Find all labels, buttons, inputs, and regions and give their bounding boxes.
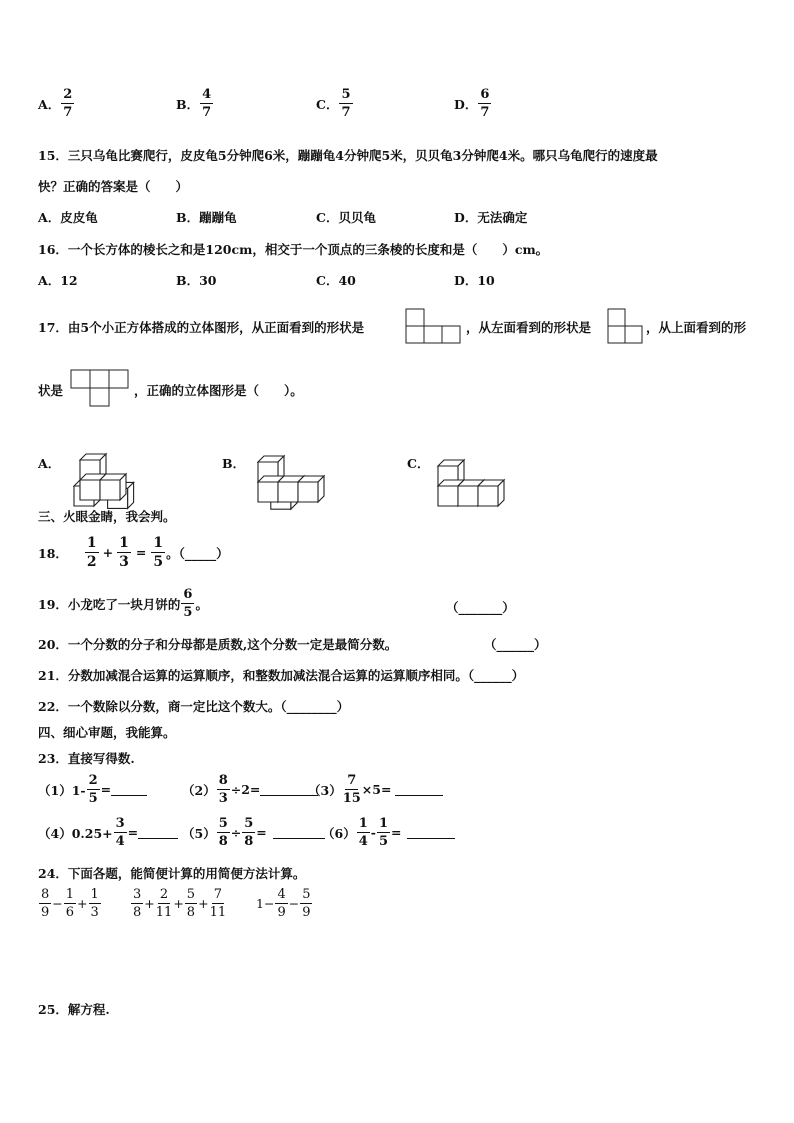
q22-text: 22．一个数除以分数，商一定比这个数大。（________） [38, 699, 350, 714]
q15-option-d: D．无法确定 [454, 210, 528, 225]
q21-text: 21．分数加减混合运算的运算顺序，和整数加减法混合运算的运算顺序相同。（______） [38, 668, 525, 683]
q14-option-c [316, 88, 354, 119]
denominator: 7 [63, 105, 73, 120]
q23-item-3 [308, 774, 443, 805]
numerator: 1 [90, 887, 99, 902]
q15-line1: 15．三只乌龟比赛爬行，皮皮龟5分钟爬6米，蹦蹦龟4分钟爬5米，贝贝龟3分钟爬4米。哪只乌龟爬行的速度最 [38, 148, 658, 163]
item-operator: ÷ [230, 825, 242, 840]
q24-expression-1 [38, 888, 102, 919]
numerator: 5 [186, 887, 196, 902]
q20-text: 20．一个分数的分子和分母都是质数,这个分数一定是最简分数。 [38, 637, 398, 652]
denominator: 8 [186, 905, 196, 920]
item-prefix: （3） [308, 782, 342, 798]
fraction [377, 817, 390, 848]
numerator: 1 [358, 816, 368, 831]
numerator: 1 [86, 535, 97, 551]
numerator: 3 [115, 816, 125, 831]
plus-sign: + [102, 545, 114, 560]
q23-title: 23．直接写得数. [38, 751, 135, 766]
unit-cube [478, 480, 504, 506]
q24-expression-2 [130, 888, 227, 919]
numerator: 6 [480, 87, 490, 102]
fraction [39, 888, 51, 919]
denominator: 9 [41, 905, 50, 920]
numerator: 5 [244, 816, 254, 831]
section-3-heading: 三、火眼金睛，我会判。 [38, 509, 176, 524]
equals-sign: = [135, 545, 147, 560]
denominator: 5 [88, 791, 98, 806]
operator: + [144, 896, 155, 911]
fraction [210, 888, 227, 919]
q14-option-b [176, 88, 214, 119]
denominator: 11 [209, 905, 227, 920]
denominator: 15 [342, 791, 361, 806]
front-view-figure [405, 308, 461, 344]
numerator: 7 [347, 773, 357, 788]
left-view-figure [607, 308, 643, 344]
item-operator: = [100, 782, 112, 797]
q19-tail: 。 [195, 596, 208, 612]
fraction [217, 817, 230, 848]
operator: − [52, 896, 63, 911]
fraction [64, 888, 76, 919]
q17-part3: ，从上面看到的形 [646, 320, 747, 335]
q18 [38, 536, 229, 569]
q18-label: 18． [38, 545, 68, 561]
fraction [156, 888, 173, 919]
item-operator: ×5= [361, 782, 392, 797]
q14-option-d [454, 88, 492, 119]
option-label: D． [454, 96, 478, 112]
numerator: 7 [213, 887, 222, 902]
denominator: 9 [302, 905, 311, 920]
numerator: 1 [119, 535, 129, 551]
q17-option-b-figure [250, 432, 330, 488]
q15-option-a: A．皮皮龟 [38, 210, 98, 225]
q16-text: 16．一个长方体的棱长之和是120cm，相交于一个顶点的三条棱的长度和是（ ）cm。 [38, 242, 549, 257]
q23-item-1 [38, 774, 147, 805]
q25-title: 25．解方程. [38, 1002, 110, 1017]
denominator: 2 [86, 554, 97, 570]
denominator: 11 [155, 905, 173, 920]
q17-option-a-label: A． [38, 456, 61, 471]
option-label: A． [38, 96, 61, 112]
q19-answer-paren: （_______） [446, 600, 515, 615]
item-prefix: （6） [322, 825, 356, 841]
denominator: 9 [277, 905, 286, 920]
q15-option-c: C．贝贝龟 [316, 210, 376, 225]
q23-item-5 [182, 817, 325, 848]
denominator: 4 [358, 834, 368, 849]
denominator: 8 [218, 834, 228, 849]
q19 [38, 588, 208, 619]
answer-blank[interactable] [273, 826, 325, 839]
numerator: 4 [202, 87, 212, 102]
numerator: 5 [341, 87, 351, 102]
unit-cube [100, 474, 126, 500]
option-label: B． [176, 96, 200, 112]
denominator: 6 [65, 905, 75, 920]
item-prefix: （2） [182, 782, 216, 798]
numerator: 5 [218, 816, 228, 831]
item-operator: = [256, 825, 267, 840]
fraction [217, 774, 230, 805]
fraction [343, 774, 361, 805]
operator: + [173, 896, 184, 911]
denominator: 3 [119, 554, 129, 570]
item-operator: ÷2= [230, 782, 261, 797]
denominator: 4 [115, 834, 125, 849]
q24-expression-3 [256, 888, 313, 919]
denominator: 8 [244, 834, 254, 849]
fraction [200, 88, 213, 119]
q17-part5: ，正确的立体图形是（ ）。 [134, 383, 303, 398]
denominator: 3 [218, 791, 228, 806]
q15-line2: 快？正确的答案是（ ） [38, 179, 189, 194]
fraction [89, 888, 101, 919]
denominator: 5 [153, 554, 164, 570]
fraction [61, 88, 74, 119]
numerator: 2 [159, 887, 169, 902]
numerator: 1 [378, 816, 388, 831]
top-view-figure [70, 369, 130, 409]
fraction [185, 888, 197, 919]
q17-option-c-label: C． [407, 456, 430, 471]
denominator: 7 [341, 105, 351, 120]
q16-option-c: C．40 [316, 273, 356, 288]
q14-option-a [38, 88, 75, 119]
numerator: 1 [65, 887, 75, 902]
expression-prefix: 1− [256, 896, 275, 911]
numerator: 2 [88, 773, 98, 788]
q20-answer-paren: （______） [484, 637, 547, 652]
answer-blank[interactable] [111, 783, 147, 796]
operator: + [77, 896, 88, 911]
option-label: C． [316, 96, 339, 112]
item-operator: = [391, 825, 402, 840]
fraction [131, 888, 143, 919]
q23-item-6 [322, 817, 455, 848]
numerator: 1 [153, 535, 164, 551]
q17-part4: 状是 [38, 383, 64, 398]
fraction [117, 536, 131, 569]
numerator: 8 [218, 773, 228, 788]
answer-blank[interactable] [395, 783, 443, 796]
q23-item-2 [182, 774, 318, 805]
q19-text: 19．小龙吃了一块月饼的 [38, 596, 181, 612]
item-prefix: （4）0.25+ [38, 825, 113, 841]
q23-item-4 [38, 817, 178, 848]
denominator: 7 [202, 105, 212, 120]
q16-option-b: B．30 [176, 273, 217, 288]
q17-option-c-figure [436, 430, 526, 488]
fraction [181, 588, 194, 619]
item-prefix: （1）1- [38, 782, 86, 798]
q16-option-d: D．10 [454, 273, 495, 288]
fraction [357, 817, 370, 848]
q18-answer-paren: 。（_____） [166, 545, 229, 561]
answer-blank[interactable] [138, 826, 178, 839]
q15-option-b: B．蹦蹦龟 [176, 210, 237, 225]
operator: + [198, 896, 209, 911]
section-4-heading: 四、细心审题，我能算。 [38, 725, 176, 740]
q16-option-a: A．12 [38, 273, 78, 288]
fraction [114, 817, 127, 848]
denominator: 7 [480, 105, 490, 120]
denominator: 5 [378, 834, 388, 849]
item-operator: = [127, 825, 139, 840]
numerator: 5 [302, 887, 311, 902]
numerator: 2 [63, 87, 73, 102]
answer-blank[interactable] [407, 826, 455, 839]
fraction [478, 88, 491, 119]
fraction [300, 888, 312, 919]
denominator: 8 [133, 905, 142, 920]
item-operator: - [370, 825, 376, 840]
denominator: 5 [183, 605, 193, 620]
q17-option-b-label: B． [222, 456, 246, 471]
fraction [242, 817, 255, 848]
numerator: 3 [133, 887, 142, 902]
q24-title: 24．下面各题，能简便计算的用简便方法计算。 [38, 866, 306, 881]
denominator: 3 [90, 905, 99, 920]
q17-part2: ，从左面看到的形状是 [466, 320, 592, 335]
fraction [151, 536, 165, 569]
unit-cube [298, 476, 324, 502]
fraction [85, 536, 99, 569]
q17-part1: 17．由5个小正方体搭成的立体图形，从正面看到的形状是 [38, 320, 365, 335]
fraction [275, 888, 287, 919]
numerator: 4 [277, 887, 286, 902]
operator: − [288, 896, 300, 911]
fraction [339, 88, 352, 119]
item-prefix: （5） [182, 825, 216, 841]
numerator: 6 [183, 587, 193, 602]
fraction [87, 774, 100, 805]
numerator: 8 [41, 887, 50, 902]
q17-option-a-figure [72, 430, 152, 488]
